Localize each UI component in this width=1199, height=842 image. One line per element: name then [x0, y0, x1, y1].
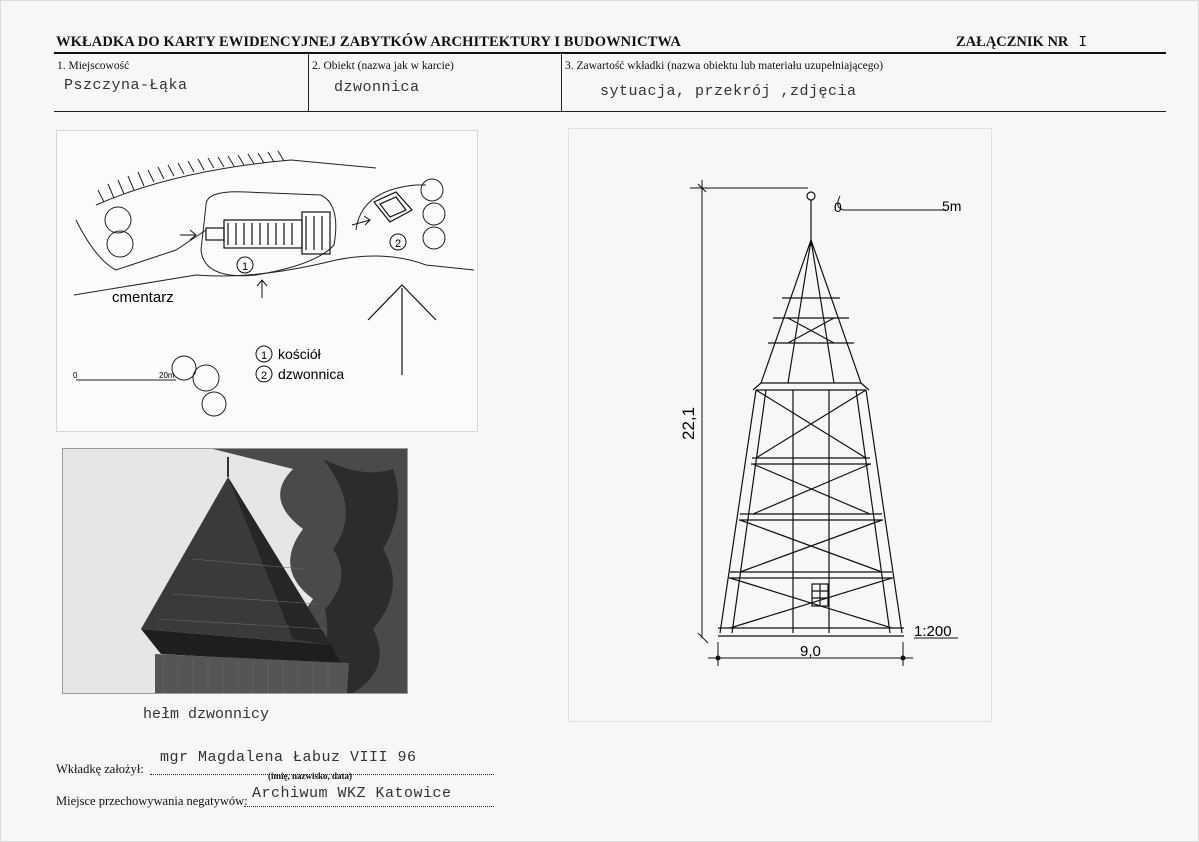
width-label: 9,0 — [800, 643, 821, 660]
author-label: Wkładkę założył: — [56, 762, 144, 776]
field-divider-1 — [308, 54, 309, 111]
height-label: 22,1 — [679, 406, 698, 440]
belfry-photo — [62, 448, 408, 694]
legend-1-num: 1 — [261, 350, 268, 362]
author-hint: (imię, nazwisko, data) — [268, 771, 352, 781]
site-plan-frame — [57, 131, 478, 432]
content-value: sytuacja, przekrój ,zdjęcia — [600, 83, 857, 100]
form-title: WKŁADKA DO KARTY EWIDENCYJNEJ ZABYTKÓW ARCHITEKTURY I BUDOWNICTWA — [56, 34, 681, 50]
legend-1-label: kościół — [278, 346, 321, 362]
belfry-photo-image — [63, 449, 407, 693]
author-value: mgr Magdalena Łabuz VIII 96 — [160, 749, 417, 766]
belfry-marker-text: 2 — [395, 238, 402, 250]
belfry-elevation — [568, 128, 992, 722]
legend-2-label: dzwonnica — [278, 366, 345, 382]
annex-label — [956, 34, 1087, 51]
church-marker-text: 1 — [242, 261, 249, 273]
scale-bar-label: 5m — [942, 198, 962, 214]
object-label: 2. Obiekt (nazwa jak w karcie) — [312, 60, 454, 72]
annex-label-text: ZAŁĄCZNIK NR — [956, 34, 1069, 50]
storage-dotted-line — [244, 806, 494, 807]
ratio-label: 1:200 — [914, 623, 952, 640]
field-divider-2 — [561, 54, 562, 111]
plan-scale-label: 20m — [159, 371, 175, 380]
annex-number: I — [1078, 35, 1088, 51]
header-rule — [54, 52, 1166, 54]
fields-rule — [54, 111, 1166, 112]
plan-scale-zero: 0 — [73, 371, 78, 380]
elevation-scale-bar — [834, 196, 961, 215]
place-value: Pszczyna-Łąka — [64, 77, 188, 94]
storage-value: Archiwum WKZ Katowice — [252, 785, 452, 802]
object-value: dzwonnica — [334, 79, 420, 96]
legend-2-num: 2 — [261, 370, 268, 382]
site-plan — [56, 130, 478, 432]
content-label: 3. Zawartość wkładki (nazwa obiektu lub materiału uzupełniającego) — [565, 60, 884, 72]
scale-bar-zero: 0 — [834, 199, 842, 215]
photo-caption: hełm dzwonnicy — [143, 706, 270, 723]
storage-label: Miejsce przechowywania negatywów: — [56, 794, 248, 808]
place-label: 1. Miejscowość — [57, 60, 130, 72]
tower-drawing — [718, 192, 904, 636]
cemetery-label: cmentarz — [112, 289, 174, 306]
